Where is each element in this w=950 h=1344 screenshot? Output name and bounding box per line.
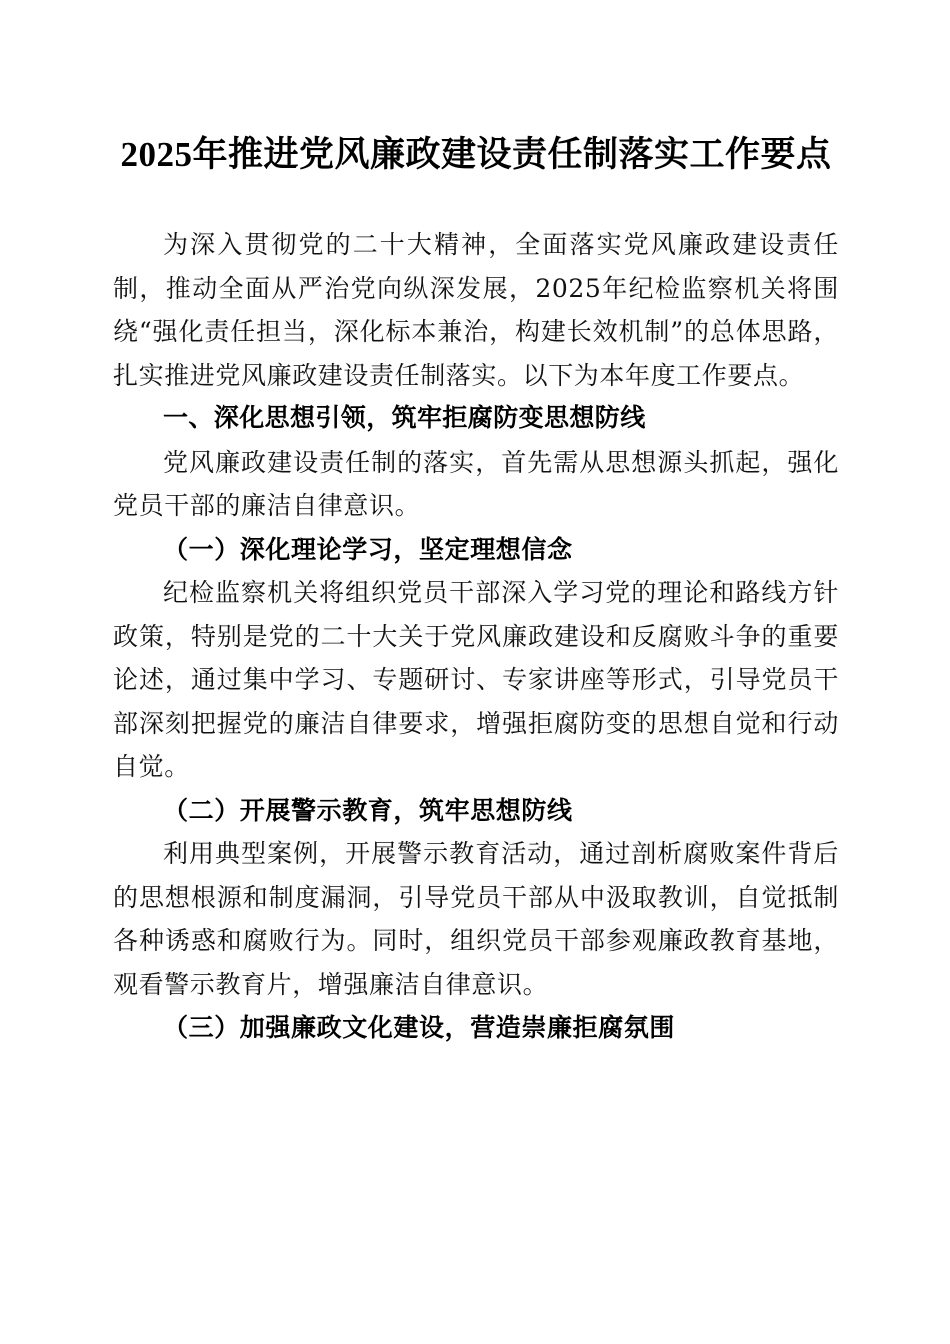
title-body-spacer: [113, 179, 839, 223]
document-content-column: [113, 0, 839, 1050]
page-title: 2025年推进党风廉政建设责任制落实工作要点: [120, 135, 832, 174]
subsection-heading-1-2: （二）开展警示教育，筑牢思想防线: [163, 795, 573, 825]
subsection-1-2-paragraph: 利用典型案例，开展警示教育活动，通过剖析腐败案件背后的思想根源和制度漏洞，引导党员干部从中汲取教训，自觉抵制各种诱惑和腐败行为。同时，组织党员干部参观廉政教育基地，观看警示教育片，增强廉洁自律意识。: [113, 839, 839, 999]
section-heading-1: 一、深化思想引领，筑牢拒腐防变思想防线: [163, 404, 646, 432]
subsection-heading-1-3: （三）加强廉政文化建设，营造崇廉拒腐氛围: [163, 1013, 676, 1042]
section-1-lead-paragraph: 党风廉政建设责任制的落实，首先需从思想源头抓起，强化党员干部的廉洁自律意识。: [113, 447, 839, 520]
subsection-heading-1-1: （一）深化理论学习，坚定理想信念: [163, 534, 573, 564]
subsection-1-1-paragraph: 纪检监察机关将组织党员干部深入学习党的理论和路线方针政策，特别是党的二十大关于党风廉政建设和反腐败斗争的重要论述，通过集中学习、专题研讨、专家讲座等形式，引导党员干部深刻把握党的廉洁自律要求，增强拒腐防变的思想自觉和行动自觉。: [113, 578, 839, 781]
intro-paragraph: 为深入贯彻党的二十大精神，全面落实党风廉政建设责任制，推动全面从严治党向纵深发展，2025年纪检监察机关将围绕“强化责任担当，深化标本兼治，构建长效机制”的总体思路，扎实推进党风廉政建设责任制落实。以下为本年度工作要点。: [113, 230, 839, 390]
